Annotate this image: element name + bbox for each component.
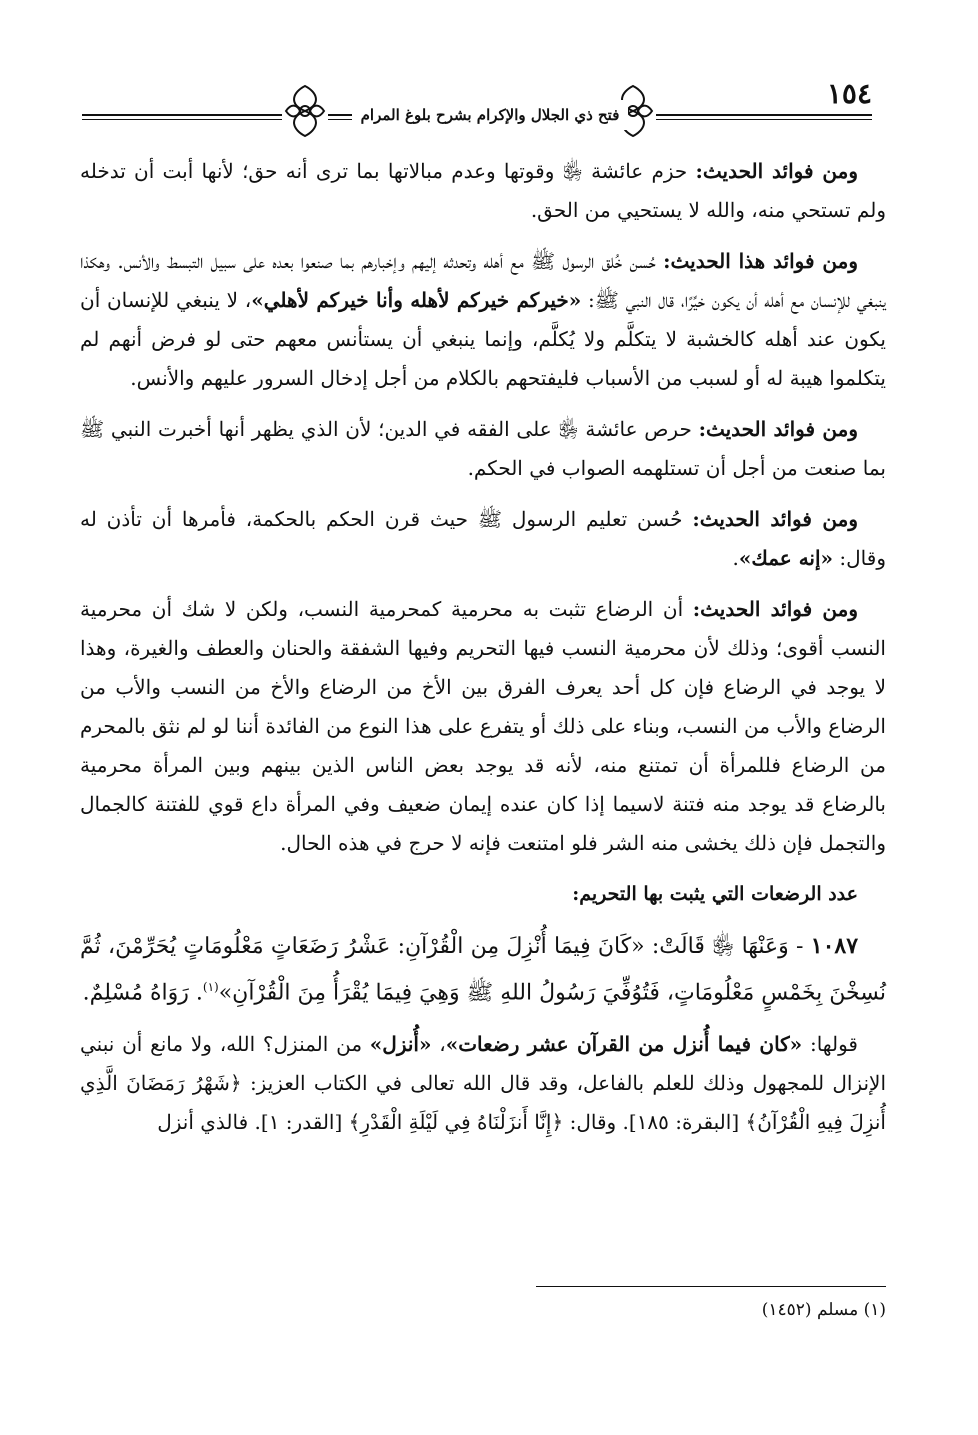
commentary-text: . فالذي أنزل: [157, 1110, 261, 1135]
main-text: [80, 152, 886, 1154]
paragraph-5: [80, 590, 886, 863]
page-number: ١٥٤: [826, 77, 872, 110]
running-title: فتح ذي الجلال والإكرام بشرح بلوغ المرام: [352, 100, 628, 130]
paragraph-text: حُسن تعليم الرسول ﷺ حيث قرن الحكم بالحكمة، فأمرها أن تأذن له وقال:: [80, 507, 886, 570]
prophetic-quote: «إنه عمك»: [738, 546, 834, 570]
verse-reference: [القدر: ١]: [260, 1110, 349, 1135]
paragraph-lead: ومن فوائد الحديث:: [698, 417, 859, 441]
page-header: [82, 78, 872, 144]
hadith-text: [80, 926, 886, 1013]
paragraph-text: أن الرضاع تثبت به محرمية كمحرمية النسب، ولكن لا شك أن محرمية النسب أقوى؛ وذلك لأن محرمية النسب فيها التحريم وفيها الشفقة والحنان والعطف والغيرة، وهذا لا يوجد في الرضاع فإن كل أحد يعرف الفرق بين الأخ من الرضاع والأخ من النسب والأب من الرضاع والأب من النسب، وبناء على ذلك أو يتفرع على هذا النوع من الفائدة أننا لو لم نثق بالمحرم من الرضاع فللمرأة أن تمتنع منه، لأنه قد يوجد بعض الناس الذين بينهم وبين المرأة محرمية بالرضاع قد يوجد منه فتنة لاسيما إذا كان عنده إيمان ضعيف وفي المرأة داع قوي للفتنة كالجمال والتجمل فإن ذلك يخشى منه الشر فلو امتنعت فإنه لا حرج في هذه الحال.: [80, 597, 886, 855]
footnote-marker[interactable]: (١): [202, 980, 219, 994]
paragraph-2: [80, 242, 886, 398]
paragraph-text: حرص عائشة ﵂ على الفقه في الدين؛ لأن الذي يظهر أنها أخبرت النبي ﷺ بما صنعت من أجل أن تستلهمه الصواب في الحكم.: [80, 417, 886, 480]
hadith-body: «كَانَ فِيمَا أُنْزِلَ مِن الْقُرْآنِ: عَشْرُ رَضَعَاتٍ مَعْلُومَاتٍ يُحَرِّمْنَ، ثُمَّ نُسِخْنَ بِخَمْسٍ مَعْلُومَاتٍ، فَتُوُفِّيَ رَسُولُ اللهِ ﷺ وَهِيَ فِيمَا يُقْرَأُ مِنَ الْقُرْآنِ»: [80, 934, 886, 1006]
ornament-left-icon: [282, 82, 328, 140]
quran-verse: ﴿شَهْرُ رَمَضَانَ الَّذِي أُنزِلَ فِيهِ الْقُرْآنُ﴾: [80, 1071, 886, 1135]
section-heading: عدد الرضعات التي يثبت بها التحريم:: [572, 883, 858, 905]
quran-verse: ﴿إِنَّا أَنزَلْنَاهُ فِي لَيْلَةِ الْقَدْرِ﴾: [348, 1110, 564, 1135]
commentary-lead: قولها:: [802, 1032, 858, 1057]
paragraph-text: حزم عائشة ﵂ وقوتها وعدم مبالاتها بما ترى أنه حق؛ لأنها أبت أن تدخله ولم تستحي منه، والله لا يستحيي من الحق.: [80, 159, 886, 222]
paragraph-lead: ومن فوائد الحديث:: [692, 507, 858, 531]
paragraph-lead: ومن فوائد الحديث:: [695, 159, 858, 183]
hadith-number: ١٠٨٧: [810, 933, 859, 959]
paragraph-4: [80, 500, 886, 578]
verse-reference: [البقرة: ١٨٥]: [628, 1110, 746, 1135]
commentary-quote: «أُنزل»: [369, 1032, 432, 1057]
hadith-intro: - وَعَنْهَا ﵂ قَالَتْ:: [644, 934, 811, 959]
commentary-text: ،: [431, 1032, 446, 1057]
paragraph-text: ، لا ينبغي للإنسان أن يكون عند أهله كالخشبة لا يتكلَّم ولا يُكلَّم، وإنما ينبغي أن يستأنس معهم حتى لو فرض أنهم لم يتكلموا هيبة له أو لسبب من الأسباب فليفتحهم بالكلام من أجل إدخال السرور عليهم والأنس.: [80, 288, 886, 390]
commentary-quote: «كان فيما أُنزل من القرآن عشر رضعات»: [445, 1032, 803, 1057]
paragraph-3: [80, 410, 886, 488]
footnote: (١) مسلم (١٤٥٢): [761, 1300, 886, 1320]
paragraph-lead: ومن فوائد الحديث:: [692, 597, 858, 621]
paragraph-text: حُسن خُلق الرسول ﷺ مع أهله وتحدثه إليهم وإخبارهم بما صنعوا بعده على سبيل التبسط والأنس. وهكذا ينبغي للإنسان مع أهله أن يكون خيِّرًا، قال النبي ﷺ:: [80, 249, 886, 312]
paragraph-text: .: [732, 546, 739, 570]
hadith-source: . رَوَاهُ مُسْلِمٌ.: [82, 980, 203, 1006]
paragraph-lead: ومن فوائد هذا الحديث:: [663, 249, 858, 273]
commentary-text: من المنزل؟ الله، ولا مانع أن نبني الإنزال للمجهول وذلك للعلم بالفاعل، وقد قال الله تعالى في الكتاب العزيز:: [80, 1032, 887, 1096]
commentary-text: . وقال:: [563, 1110, 629, 1135]
paragraph-1: [80, 152, 886, 230]
prophetic-quote: «خيركم خيركم لأهله وأنا خيركم لأهلي»: [251, 288, 582, 312]
footnote-rule: [536, 1286, 886, 1287]
commentary-paragraph: [80, 1025, 886, 1142]
